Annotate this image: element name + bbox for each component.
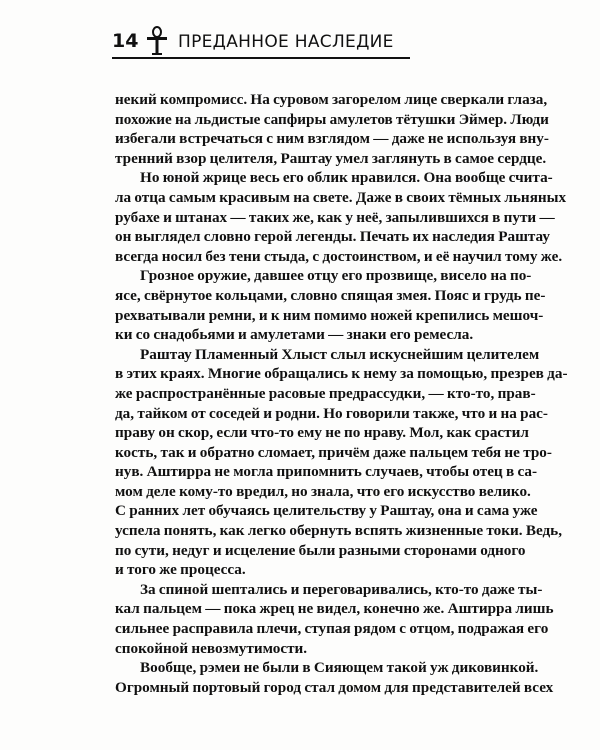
running-title: ПРЕДАННОЕ НАСЛЕДИЕ: [178, 32, 394, 52]
header-rule: [112, 57, 410, 59]
text-line: в этих краях. Многие обращались к нему за помощью, презрев да-: [115, 365, 568, 383]
paragraph: [115, 580, 554, 658]
text-line: За спиной шептались и переговаривались, кто-то даже ты-: [140, 580, 543, 598]
running-header: [112, 28, 412, 58]
paragraph: [115, 90, 549, 168]
text-line: мом деле кому-то вредил, но знала, что его искусство велико.: [115, 482, 531, 500]
paragraph: [115, 345, 568, 580]
text-line: тренний взор целителя, Раштау умел заглянуть в самое сердце.: [115, 149, 547, 167]
ankh-icon: [146, 26, 168, 56]
text-line: праву он скор, если что-то ему не по нраву. Мол, как срастил: [115, 424, 529, 442]
text-line: избегали встречаться с ним взглядом — даже не используя вну-: [115, 130, 549, 148]
text-line: Огромный портовый город стал домом для представителей всех: [115, 678, 554, 696]
text-line: похожие на льдистые сапфиры амулетов тётушки Эймер. Люди: [115, 110, 549, 128]
text-line: и того же процесса.: [115, 561, 246, 579]
text-line: спокойной невозмутимости.: [115, 639, 308, 657]
text-line: рубахе и штанах — таких же, как у неё, запылившихся в пути —: [115, 208, 555, 226]
text-line: он выглядел словно герой легенды. Печать их наследия Раштау: [115, 228, 550, 246]
text-line: Раштау Пламенный Хлыст слыл искуснейшим целителем: [140, 345, 540, 363]
text-line: Но юной жрице весь его облик нравился. Она вообще счита-: [140, 169, 553, 187]
text-line: всегда носил без тени стыда, с достоинством, и её научил тому же.: [115, 247, 563, 265]
paragraph: [115, 658, 554, 697]
text-line: С ранних лет обучаясь целительству у Раштау, она и сама уже: [115, 502, 538, 520]
text-line: кал пальцем — пока жрец не видел, конечно же. Аштирра лишь: [115, 600, 554, 618]
text-line: Грозное оружие, давшее отцу его прозвище, висело на по-: [140, 267, 532, 285]
text-line: же распространённые расовые предрассудки, — кто-то, прав-: [115, 384, 536, 402]
text-line: сильнее расправила плечи, ступая рядом с отцом, подражая его: [115, 620, 549, 638]
text-line: некий компромисс. На суровом загорелом лице сверкали глаза,: [115, 91, 548, 108]
paragraph: [115, 168, 567, 266]
text-line: ла отца самым красивым на свете. Даже в своих тёмных льняных: [115, 188, 567, 206]
page-number: 14: [112, 30, 139, 52]
text-line: рехватывали ремни, и к ним помимо ножей крепились мешоч-: [115, 306, 544, 324]
body-text: [115, 90, 568, 697]
text-line: ясе, свёрнутое кольцами, словно спящая змея. Пояс и грудь пе-: [115, 286, 546, 304]
text-line: Вообще, рэмеи не были в Сияющем такой уж диковинкой.: [140, 659, 539, 677]
text-line: ки со снадобьями и амулетами — знаки его ремесла.: [115, 326, 474, 344]
text-line: успела понять, как легко обернуть вспять жизненные токи. Ведь,: [115, 522, 563, 540]
paragraph: [115, 266, 546, 344]
text-line: да, тайком от соседей и родни. Но говорили также, что и на рас-: [115, 404, 548, 422]
text-line: нув. Аштирра не могла припомнить случаев, чтобы отец в са-: [115, 463, 538, 481]
text-line: кость, так и обратно сломает, причём даже пальцем тебя не тро-: [115, 443, 552, 461]
text-line: по сути, недуг и исцеление были разными сторонами одного: [115, 541, 526, 559]
